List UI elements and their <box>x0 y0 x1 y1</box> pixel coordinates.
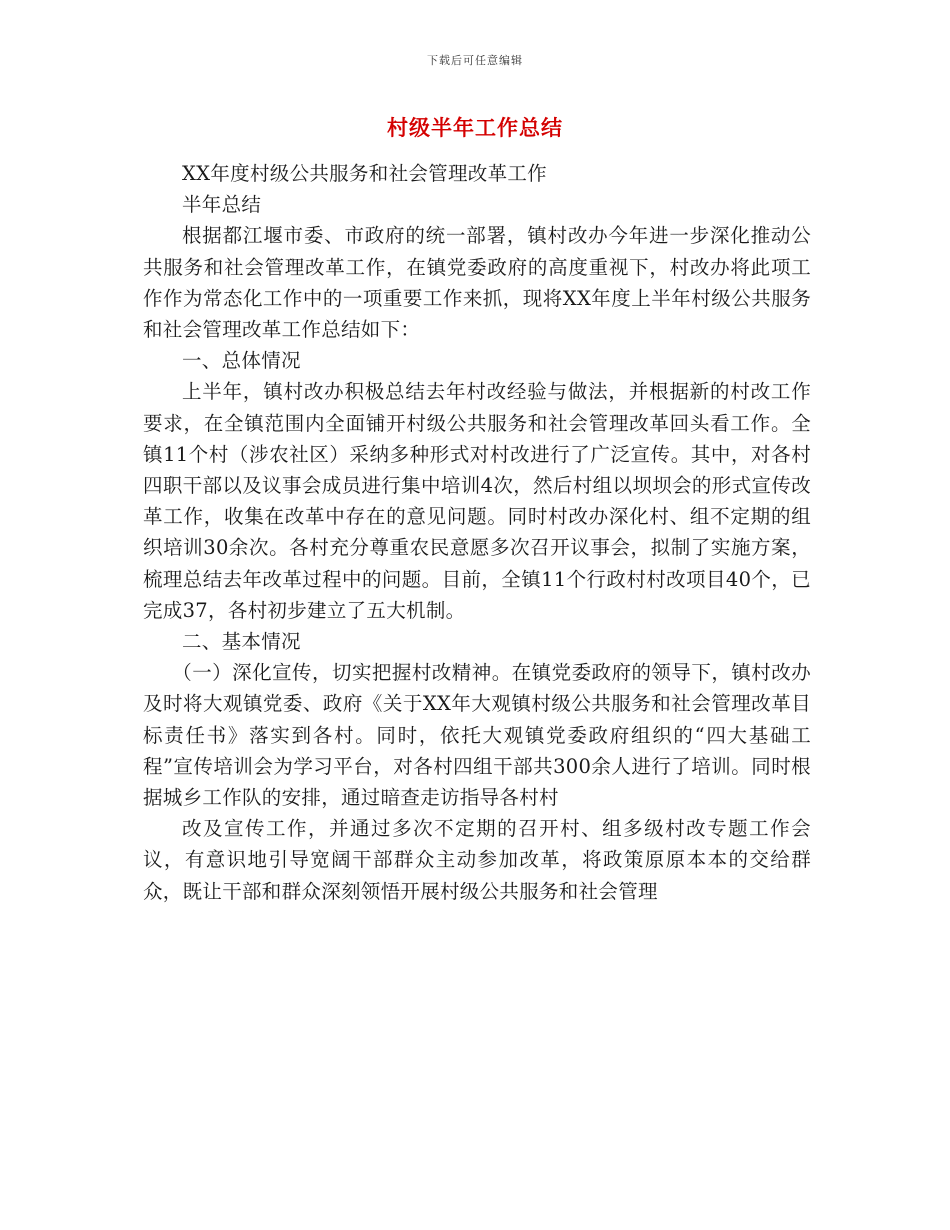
section-heading-overall: 一、总体情况 <box>182 349 301 373</box>
basic-paragraph-1: （一）深化宣传，切实把握村改精神。在镇党委政府的领导下，镇村改办及时将大观镇党委、政府《关于XX年大观镇村级公共服务和社会管理改革目标责任书》落实到各村。同时，依托大观镇党委政府组织的“四大基础工程”宣传培训会为学习平台，对各村四组干部共300余人进行了培训。同时根据城乡工作队的安排，通过暗查走访指导各村村 <box>143 661 811 810</box>
subtitle-line-1: XX年度村级公共服务和社会管理改革工作 <box>182 162 547 185</box>
intro-paragraph: 根据都江堰市委、市政府的统一部署，镇村改办今年进一步深化推动公共服务和社会管理改革工作，在镇党委政府的高度重视下，村改办将此项工作作为常态化工作中的一项重要工作来抓，现将XX年度上半年村级公共服务和社会管理改革工作总结如下： <box>143 224 811 342</box>
document-body <box>143 158 811 907</box>
document-title: 村级半年工作总结 <box>387 115 563 140</box>
basic-paragraph-2: 改及宣传工作，并通过多次不定期的召开村、组多级村改专题工作会议，有意识地引导宽阔干部群众主动参加改革，将政策原原本本的交给群众，既让干部和群众深刻领悟开展村级公共服务和社会管理 <box>143 817 811 903</box>
section-heading-basic: 二、基本情况 <box>182 630 301 654</box>
subtitle-line-2: 半年总结 <box>182 193 262 217</box>
page-header-note: 下载后可任意编辑 <box>427 54 523 67</box>
overall-paragraph: 上半年，镇村改办积极总结去年村改经验与做法，并根据新的村改工作要求，在全镇范围内全面铺开村级公共服务和社会管理改革回头看工作。全镇11个村（涉农社区）采纳多种形式对村改进行了广泛宣传。其中，对各村四职干部以及议事会成员进行集中培训4次，然后村组以坝坝会的形式宣传改革工作，收集在改革中存在的意见问题。同时村改办深化村、组不定期的组织培训30余次。各村充分尊重农民意愿多次召开议事会，拟制了实施方案，梳理总结去年改革过程中的问题。目前，全镇11个行政村村改项目40个，已完成37，各村初步建立了五大机制。 <box>143 380 811 622</box>
